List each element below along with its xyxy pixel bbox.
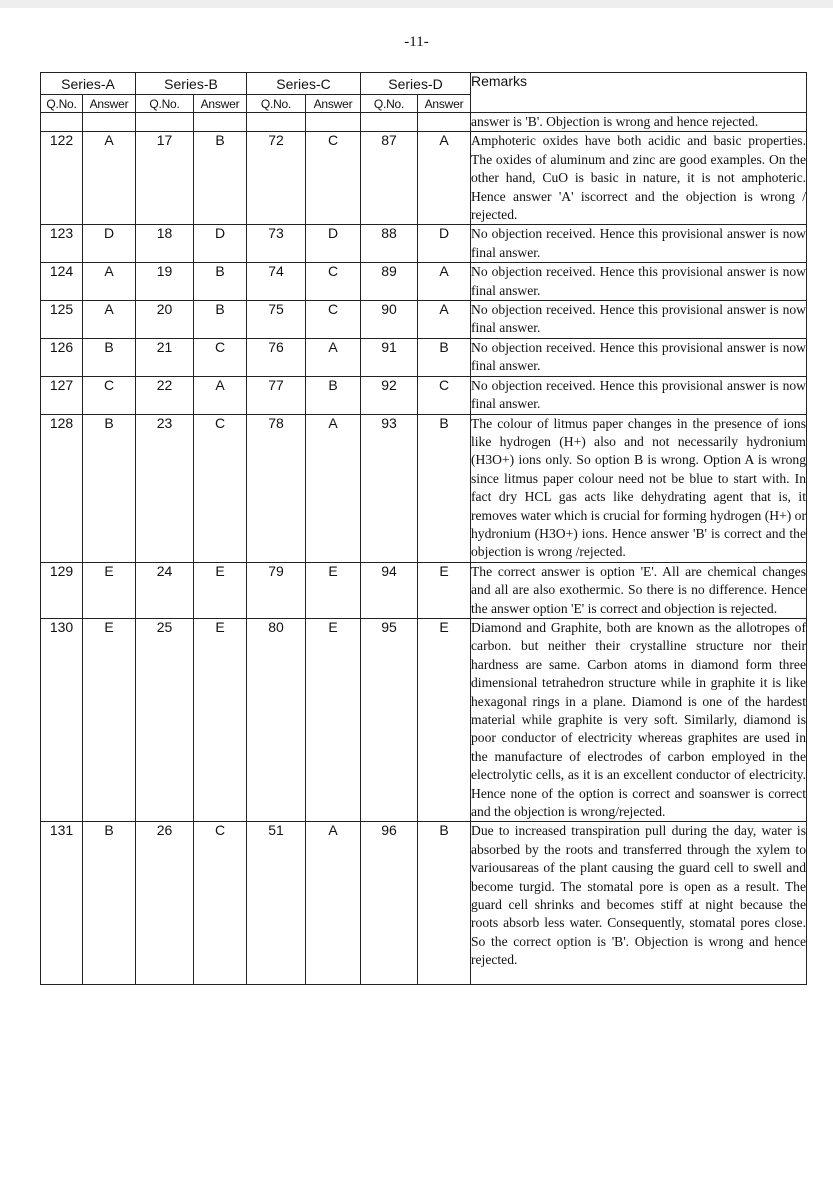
series-b-qno: 20 <box>136 301 194 339</box>
series-header-row <box>41 73 807 95</box>
series-a-qno: 131 <box>41 822 83 984</box>
series-b-qno: 24 <box>136 562 194 618</box>
series-d-qno: 89 <box>361 263 418 301</box>
table-row <box>41 562 807 618</box>
series-c-qno: 72 <box>247 132 306 225</box>
series-d-answer: A <box>418 301 471 339</box>
answer-header: Answer <box>418 95 471 113</box>
answer-header: Answer <box>306 95 361 113</box>
series-d-answer: B <box>418 338 471 376</box>
remarks-header: Remarks <box>471 73 807 113</box>
series-b-qno: 21 <box>136 338 194 376</box>
series-a-qno: 130 <box>41 618 83 821</box>
series-b-answer: A <box>194 376 247 414</box>
series-a-qno: 128 <box>41 414 83 562</box>
qno-header: Q.No. <box>247 95 306 113</box>
series-d-qno: 92 <box>361 376 418 414</box>
series-b-answer: B <box>194 263 247 301</box>
series-c-answer: B <box>306 376 361 414</box>
series-a-answer: B <box>83 414 136 562</box>
series-d-qno: 95 <box>361 618 418 821</box>
series-b-answer: E <box>194 618 247 821</box>
series-b-header: Series-B <box>136 73 247 95</box>
series-d-qno: 94 <box>361 562 418 618</box>
series-a-qno: 126 <box>41 338 83 376</box>
answer-key-table <box>40 72 807 985</box>
series-d-qno: 93 <box>361 414 418 562</box>
qno-header: Q.No. <box>361 95 418 113</box>
series-d-answer: D <box>418 225 471 263</box>
series-a-qno: 124 <box>41 263 83 301</box>
series-b-answer: C <box>194 338 247 376</box>
series-d-qno: 90 <box>361 301 418 339</box>
series-a-answer: A <box>83 132 136 225</box>
series-c-qno: 76 <box>247 338 306 376</box>
page-number: -11- <box>404 34 429 50</box>
series-c-answer: C <box>306 132 361 225</box>
series-d-qno: 96 <box>361 822 418 984</box>
series-c-qno: 77 <box>247 376 306 414</box>
table-row <box>41 376 807 414</box>
table-row <box>41 132 807 225</box>
series-d-answer: A <box>418 132 471 225</box>
series-d-answer: B <box>418 822 471 984</box>
series-c-qno: 78 <box>247 414 306 562</box>
series-b-qno: 17 <box>136 132 194 225</box>
series-d-answer: E <box>418 618 471 821</box>
series-b-qno: 23 <box>136 414 194 562</box>
table-row <box>41 618 807 821</box>
series-c-qno: 74 <box>247 263 306 301</box>
table-row <box>41 414 807 562</box>
series-d-qno: 88 <box>361 225 418 263</box>
series-c-answer: E <box>306 562 361 618</box>
remark-text: No objection received. Hence this provisional answer is now final answer. <box>471 338 807 376</box>
series-d-answer: A <box>418 263 471 301</box>
series-b-answer: B <box>194 301 247 339</box>
series-c-answer: A <box>306 338 361 376</box>
qno-header: Q.No. <box>136 95 194 113</box>
series-a-answer: E <box>83 562 136 618</box>
table-row <box>41 822 807 984</box>
series-b-answer: D <box>194 225 247 263</box>
answer-header: Answer <box>194 95 247 113</box>
series-a-answer: A <box>83 263 136 301</box>
series-a-answer: D <box>83 225 136 263</box>
series-c-answer: A <box>306 822 361 984</box>
series-b-answer: B <box>194 132 247 225</box>
series-b-qno: 22 <box>136 376 194 414</box>
series-b-qno: 18 <box>136 225 194 263</box>
series-c-answer: C <box>306 263 361 301</box>
qno-header: Q.No. <box>41 95 83 113</box>
series-a-qno: 129 <box>41 562 83 618</box>
series-d-answer: B <box>418 414 471 562</box>
series-a-answer: B <box>83 822 136 984</box>
series-a-answer: B <box>83 338 136 376</box>
series-b-qno: 25 <box>136 618 194 821</box>
series-d-header: Series-D <box>361 73 471 95</box>
series-a-qno: 122 <box>41 132 83 225</box>
remark-text: Diamond and Graphite, both are known as the allotropes of carbon. but neither their crystalline structure nor their hardness are same. Carbon atoms in diamond form three dimensional tetrahedron structure while in graphite it is like hexagonal rings in a plane. Diamond is one of the hardest material while graphite is very soft. Similarly, diamond is poor conductor of electricity whereas graphites are used in the manufacture of electrodes of carbon employed in the electrolytic cells, as it is an excellent conductor of electricity. Hence none of the option is correct and soanswer is correct and the objection is wrong/rejected. <box>471 618 807 821</box>
series-a-answer: C <box>83 376 136 414</box>
remark-text: The correct answer is option 'E'. All are chemical changes and all are also exothermic. So there is no difference. Hence the answer option 'E' is correct and objection is rejected. <box>471 562 807 618</box>
series-c-answer: C <box>306 301 361 339</box>
series-c-qno: 79 <box>247 562 306 618</box>
series-c-header: Series-C <box>247 73 361 95</box>
series-a-answer: A <box>83 301 136 339</box>
series-b-answer: C <box>194 822 247 984</box>
series-b-answer: E <box>194 562 247 618</box>
remark-text: No objection received. Hence this provisional answer is now final answer. <box>471 301 807 339</box>
series-c-answer: A <box>306 414 361 562</box>
series-a-qno: 123 <box>41 225 83 263</box>
series-b-qno: 26 <box>136 822 194 984</box>
series-b-qno: 19 <box>136 263 194 301</box>
series-d-answer: C <box>418 376 471 414</box>
series-a-header: Series-A <box>41 73 136 95</box>
series-d-answer: E <box>418 562 471 618</box>
table-row <box>41 338 807 376</box>
series-c-answer: D <box>306 225 361 263</box>
remark-text: No objection received. Hence this provisional answer is now final answer. <box>471 263 807 301</box>
remark-text: Amphoteric oxides have both acidic and basic properties. The oxides of aluminum and zinc are good examples. On the other hand, CuO is basic in nature, it is not amphoteric. Hence answer 'A' iscorrect and the objection is wrong / rejected. <box>471 132 807 225</box>
table-row <box>41 301 807 339</box>
series-c-qno: 80 <box>247 618 306 821</box>
continuation-remark: answer is 'B'. Objection is wrong and hence rejected. <box>471 113 807 132</box>
remark-text: The colour of litmus paper changes in the presence of ions like hydrogen (H+) also and not necessarily hydronium (H3O+) ions only. So option B is wrong. Option A is wrong since litmus paper colour need not be blue to start with. In fact dry HCL gas acts like dehydrating agent that is, it removes water which is crucial for forming hydrogen (H+) or hydronium (H3O+) ions. Hence answer 'B' is correct and the objection is wrong /rejected. <box>471 414 807 562</box>
series-a-answer: E <box>83 618 136 821</box>
series-d-qno: 91 <box>361 338 418 376</box>
table-row <box>41 225 807 263</box>
table-row <box>41 263 807 301</box>
remark-text: No objection received. Hence this provisional answer is now final answer. <box>471 376 807 414</box>
remark-text: No objection received. Hence this provisional answer is now final answer. <box>471 225 807 263</box>
series-c-answer: E <box>306 618 361 821</box>
series-d-qno: 87 <box>361 132 418 225</box>
top-strip <box>0 0 833 8</box>
continuation-row <box>41 113 807 132</box>
answer-header: Answer <box>83 95 136 113</box>
series-a-qno: 125 <box>41 301 83 339</box>
remark-text: Due to increased transpiration pull during the day, water is absorbed by the roots and transferred through the xylem to variousareas of the plant causing the guard cell to swell and become turgid. The stomatal pore is open as a result. The guard cell shrinks and becomes stiff at night because the roots absorb less water. Consequently, stomatal pores close. So the correct option is 'B'. Objection is wrong and hence rejected. <box>471 822 807 984</box>
series-c-qno: 75 <box>247 301 306 339</box>
series-b-answer: C <box>194 414 247 562</box>
series-c-qno: 73 <box>247 225 306 263</box>
series-c-qno: 51 <box>247 822 306 984</box>
series-a-qno: 127 <box>41 376 83 414</box>
